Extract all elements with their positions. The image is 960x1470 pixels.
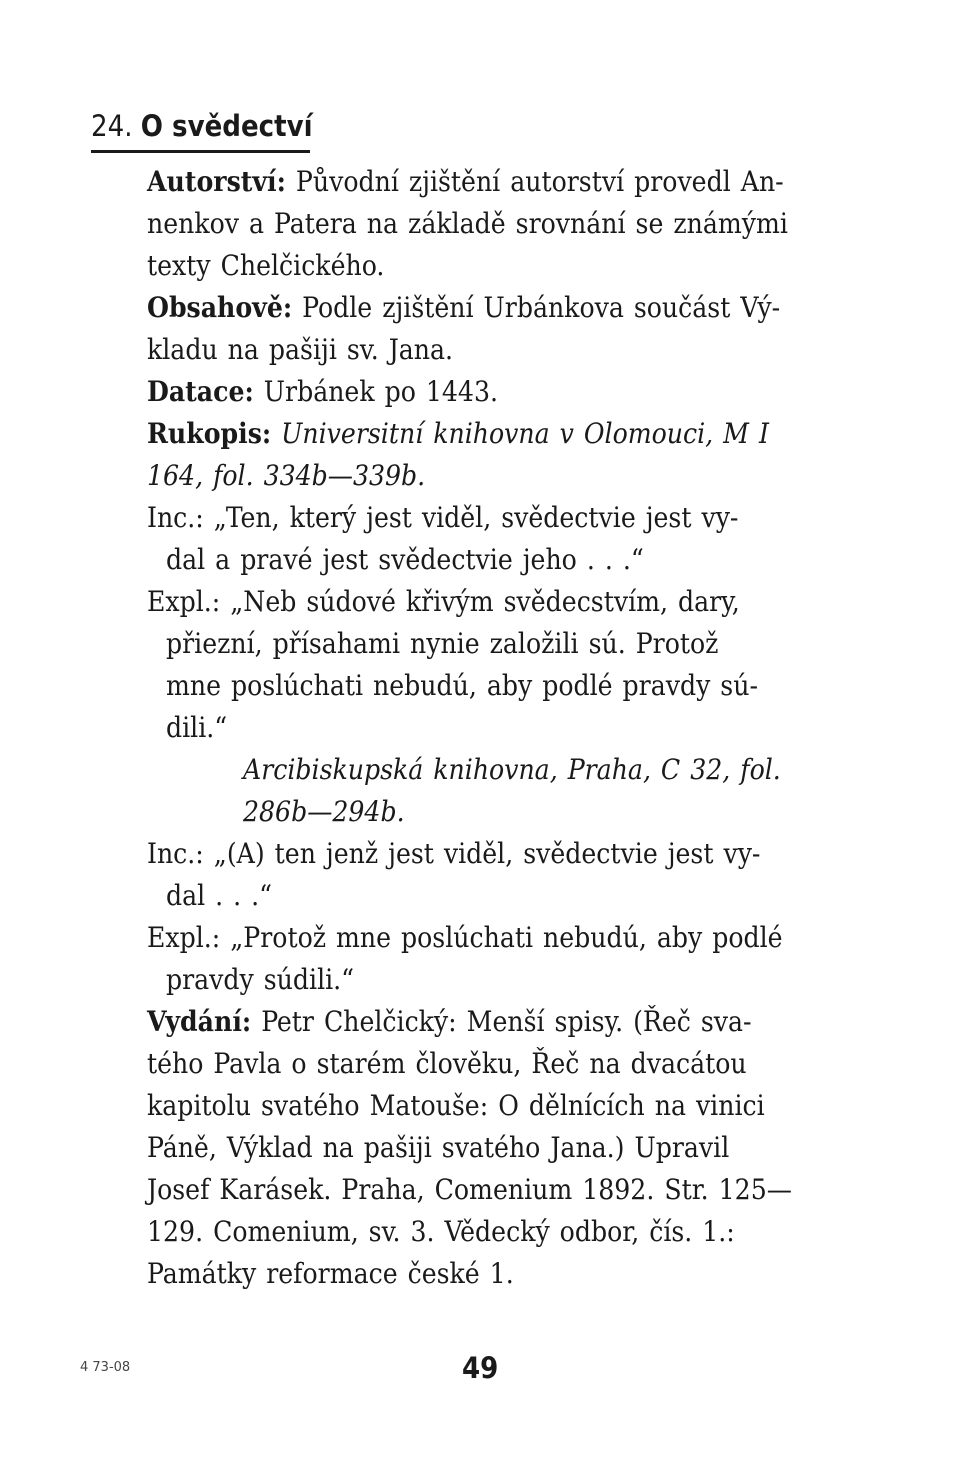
page-number: 49	[462, 1351, 499, 1385]
line-vydani	[147, 1000, 752, 1044]
text-line: Podle zjištění Urbánkova součást Vý-	[302, 291, 781, 324]
label-autorstvi: Autorství:	[147, 165, 286, 198]
label-vydani: Vydání:	[147, 1005, 252, 1038]
line-datace	[147, 370, 498, 414]
section-heading	[91, 106, 313, 146]
text-line: 164, fol. 334b—339b.	[147, 459, 426, 492]
text-line: 286b—294b.	[243, 795, 405, 828]
text-line: kapitolu svatého Matouše: O dělnících na vinici	[147, 1089, 765, 1122]
text-line: Památky reformace české 1.	[147, 1257, 514, 1290]
heading-underline	[91, 150, 310, 153]
line-autorstvi	[147, 160, 864, 204]
text-line: pravdy súdili.“	[166, 963, 355, 996]
text-line: Inc.: „(A) ten jenž jest viděl, svědectvie jest vy-	[147, 837, 761, 870]
text-line: přiezní, přísahami nynie založili sú. Protož	[166, 627, 719, 660]
text-line: 129. Comenium, sv. 3. Vědecký odbor, čís. 1.:	[147, 1215, 735, 1248]
text-line: Arcibiskupská knihovna, Praha, C 32, fol.	[243, 753, 781, 786]
text-line: dal a pravé jest svědectvie jeho . . .“	[166, 543, 644, 576]
text-line: mne poslúchati nebudú, aby podlé pravdy sú-	[166, 669, 758, 702]
text-line: tého Pavla o starém člověku, Řeč na dvacátou	[147, 1047, 747, 1080]
text-line: dili.“	[166, 711, 228, 744]
label-datace: Datace:	[147, 375, 254, 408]
line-obsahove	[147, 286, 780, 330]
text-line: Universitní knihovna v Olomouci, M I	[281, 417, 769, 450]
line-rukopis	[147, 412, 769, 456]
text-line: dal . . .“	[166, 879, 273, 912]
text-line: Expl.: „Neb súdové křivým svědecstvím, dary,	[147, 585, 740, 618]
section-number: 24.	[91, 109, 133, 143]
label-rukopis: Rukopis:	[147, 417, 272, 450]
text-line: Expl.: „Protož mne poslúchati nebudú, aby podlé	[147, 921, 783, 954]
text-line: Páně, Výklad na pašiji svatého Jana.) Upravil	[147, 1131, 730, 1164]
text-line: Petr Chelčický: Menší spisy. (Řeč sva-	[261, 1005, 752, 1038]
text-line: Urbánek po 1443.	[263, 375, 498, 408]
text-line: Původní zjištění autorství provedl An-	[295, 165, 784, 198]
text-line: Josef Karásek. Praha, Comenium 1892. Str. 125—	[147, 1173, 792, 1206]
section-title: O svědectví	[140, 109, 313, 143]
text-line: nenkov a Patera na základě srovnání se známými	[147, 207, 788, 240]
text-line: Inc.: „Ten, který jest viděl, svědectvie jest vy-	[147, 501, 739, 534]
text-line: texty Chelčického.	[147, 249, 385, 282]
printer-signature: 4 73-08	[80, 1360, 131, 1375]
label-obsahove: Obsahově:	[147, 291, 293, 324]
text-line: kladu na pašiji sv. Jana.	[147, 333, 454, 366]
